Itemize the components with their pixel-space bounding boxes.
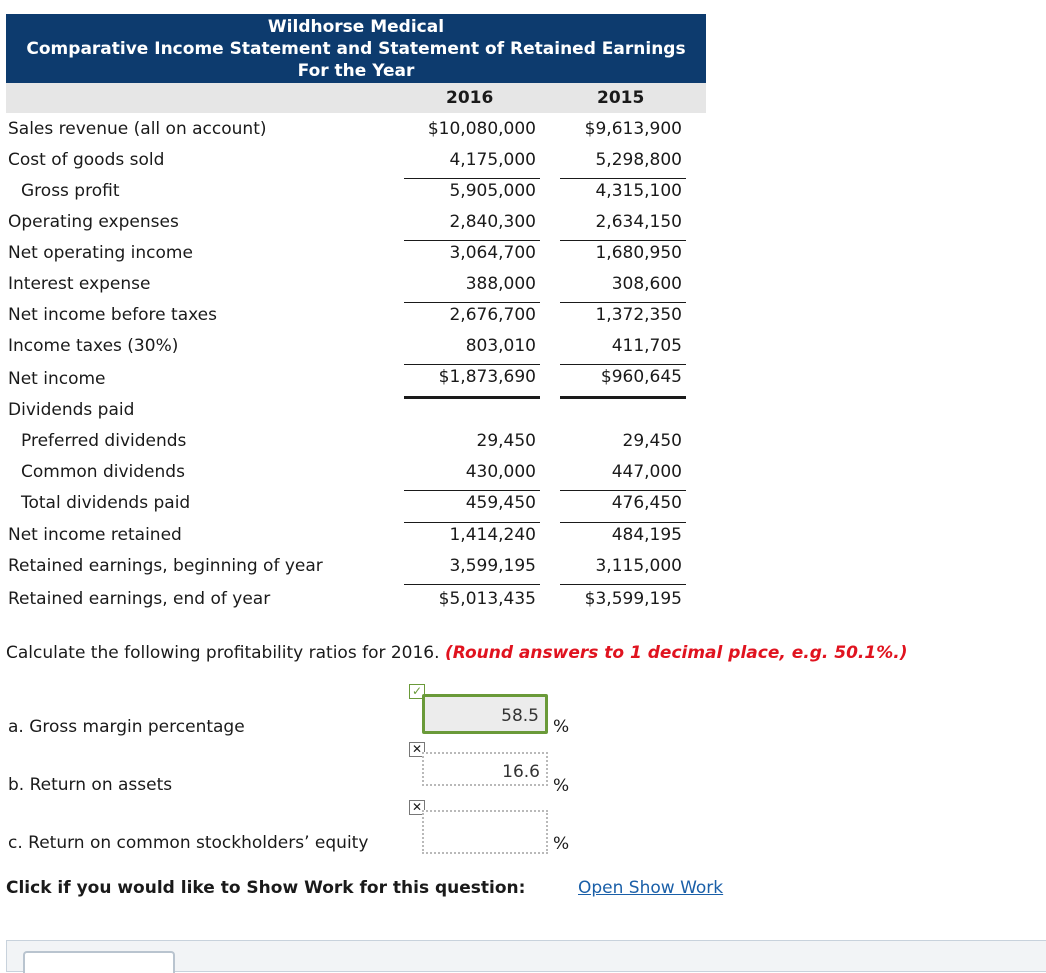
- value-2016: 2,840,300: [449, 212, 536, 232]
- statement-header: [6, 14, 706, 83]
- return-on-assets-input[interactable]: 16.6: [422, 752, 548, 786]
- rule-taxes: [404, 364, 540, 365]
- question-gross-margin: a. Gross margin percentage: [8, 717, 245, 737]
- table-row: [6, 268, 706, 299]
- table-row: [6, 144, 706, 175]
- rule-cogs: [404, 178, 540, 179]
- x-mark-icon: ✕: [409, 800, 425, 815]
- row-label: Preferred dividends: [21, 431, 187, 451]
- company-name: Wildhorse Medical: [267, 17, 445, 37]
- table-row: [6, 237, 706, 268]
- table-row: [6, 487, 706, 519]
- value-2016: 430,000: [465, 462, 536, 482]
- percent-unit: %: [553, 717, 570, 737]
- value-2016: 4,175,000: [449, 150, 536, 170]
- rule-cogs: [560, 178, 686, 179]
- table-row: [6, 583, 706, 614]
- table-row: [6, 206, 706, 237]
- value-2015: 476,450: [611, 493, 682, 513]
- table-row: [6, 425, 706, 456]
- value-2015: $3,599,195: [584, 589, 682, 609]
- year-2016: 2016: [446, 88, 494, 108]
- row-label: Gross profit: [21, 181, 120, 201]
- table-row: [6, 519, 706, 550]
- table-row: [6, 550, 706, 583]
- value-2016: 459,450: [465, 493, 536, 513]
- value-2015: 411,705: [611, 336, 682, 356]
- rule-interest: [404, 302, 540, 303]
- return-on-equity-input[interactable]: [422, 810, 548, 854]
- row-label: Common dividends: [21, 462, 185, 482]
- table-row: [6, 330, 706, 361]
- percent-unit: %: [553, 834, 570, 854]
- instructions-text: Calculate the following profitability ratios for 2016.: [6, 643, 440, 663]
- percent-unit: %: [553, 776, 570, 796]
- row-label: Net income: [8, 369, 106, 389]
- rule-net-income: [404, 396, 540, 399]
- rule-interest: [560, 302, 686, 303]
- rule-common-div: [560, 490, 686, 491]
- question-return-on-equity: c. Return on common stockholders’ equity: [8, 833, 369, 853]
- value-2015: $960,645: [600, 367, 682, 387]
- rule-beginning-re: [404, 584, 540, 585]
- bottom-panel: [6, 940, 1046, 972]
- row-label: Net income before taxes: [8, 305, 217, 325]
- row-label: Cost of goods sold: [8, 150, 165, 170]
- check-icon: ✓: [409, 684, 425, 699]
- panel-tab[interactable]: [23, 951, 175, 973]
- value-2016: 3,064,700: [449, 243, 536, 263]
- row-label: Retained earnings, end of year: [8, 589, 271, 609]
- rule-total-div: [404, 522, 540, 523]
- statement-title: Comparative Income Statement and Statement of Retained Earnings: [26, 39, 686, 59]
- row-label: Total dividends paid: [21, 493, 191, 513]
- row-label: Net income retained: [8, 525, 182, 545]
- rounding-note: (Round answers to 1 decimal place, e.g. 50.1%.): [444, 643, 908, 663]
- rule-beginning-re: [560, 584, 686, 585]
- value-2016: 3,599,195: [449, 556, 536, 576]
- value-2016: 1,414,240: [449, 525, 536, 545]
- gross-margin-input[interactable]: 58.5: [422, 694, 548, 734]
- value-2016: $5,013,435: [438, 589, 536, 609]
- value-2016: 388,000: [465, 274, 536, 294]
- row-label: Dividends paid: [8, 400, 135, 420]
- value-2015: 447,000: [611, 462, 682, 482]
- rule-common-div: [404, 490, 540, 491]
- value-2015: 29,450: [622, 431, 682, 451]
- open-show-work-link[interactable]: Open Show Work: [578, 878, 724, 898]
- value-2015: 5,298,800: [595, 150, 682, 170]
- rule-taxes: [560, 364, 686, 365]
- value-2015: 1,680,950: [595, 243, 682, 263]
- show-work-prompt: Click if you would like to Show Work for this question:: [6, 878, 526, 898]
- table-row: [6, 299, 706, 330]
- value-2015: 484,195: [611, 525, 682, 545]
- row-label: Net operating income: [8, 243, 193, 263]
- row-label: Income taxes (30%): [8, 336, 179, 356]
- value-2016: $10,080,000: [427, 119, 536, 139]
- income-statement: [6, 14, 706, 614]
- row-label: Interest expense: [8, 274, 151, 294]
- row-label: Operating expenses: [8, 212, 179, 232]
- row-label: Retained earnings, beginning of year: [8, 556, 323, 576]
- row-label: Sales revenue (all on account): [8, 119, 267, 139]
- statement-period: For the Year: [297, 61, 415, 81]
- year-header-row: [6, 83, 706, 113]
- value-2015: 4,315,100: [595, 181, 682, 201]
- year-2015: 2015: [597, 88, 645, 108]
- value-2016: $1,873,690: [438, 367, 536, 387]
- value-2015: 1,372,350: [595, 305, 682, 325]
- table-row: [6, 361, 706, 394]
- rule-opex: [404, 240, 540, 241]
- instructions: [6, 643, 907, 663]
- value-2016: 803,010: [465, 336, 536, 356]
- table-row: [6, 113, 706, 144]
- x-mark-icon: ✕: [409, 742, 425, 757]
- rule-net-income: [560, 396, 686, 399]
- question-return-on-assets: b. Return on assets: [8, 775, 173, 795]
- value-2015: $9,613,900: [584, 119, 682, 139]
- value-2016: 29,450: [476, 431, 536, 451]
- table-row: [6, 456, 706, 487]
- value-2015: 3,115,000: [595, 556, 682, 576]
- value-2016: 5,905,000: [449, 181, 536, 201]
- rule-opex: [560, 240, 686, 241]
- value-2015: 2,634,150: [595, 212, 682, 232]
- value-2015: 308,600: [611, 274, 682, 294]
- value-2016: 2,676,700: [449, 305, 536, 325]
- rule-total-div: [560, 522, 686, 523]
- table-row: [6, 175, 706, 206]
